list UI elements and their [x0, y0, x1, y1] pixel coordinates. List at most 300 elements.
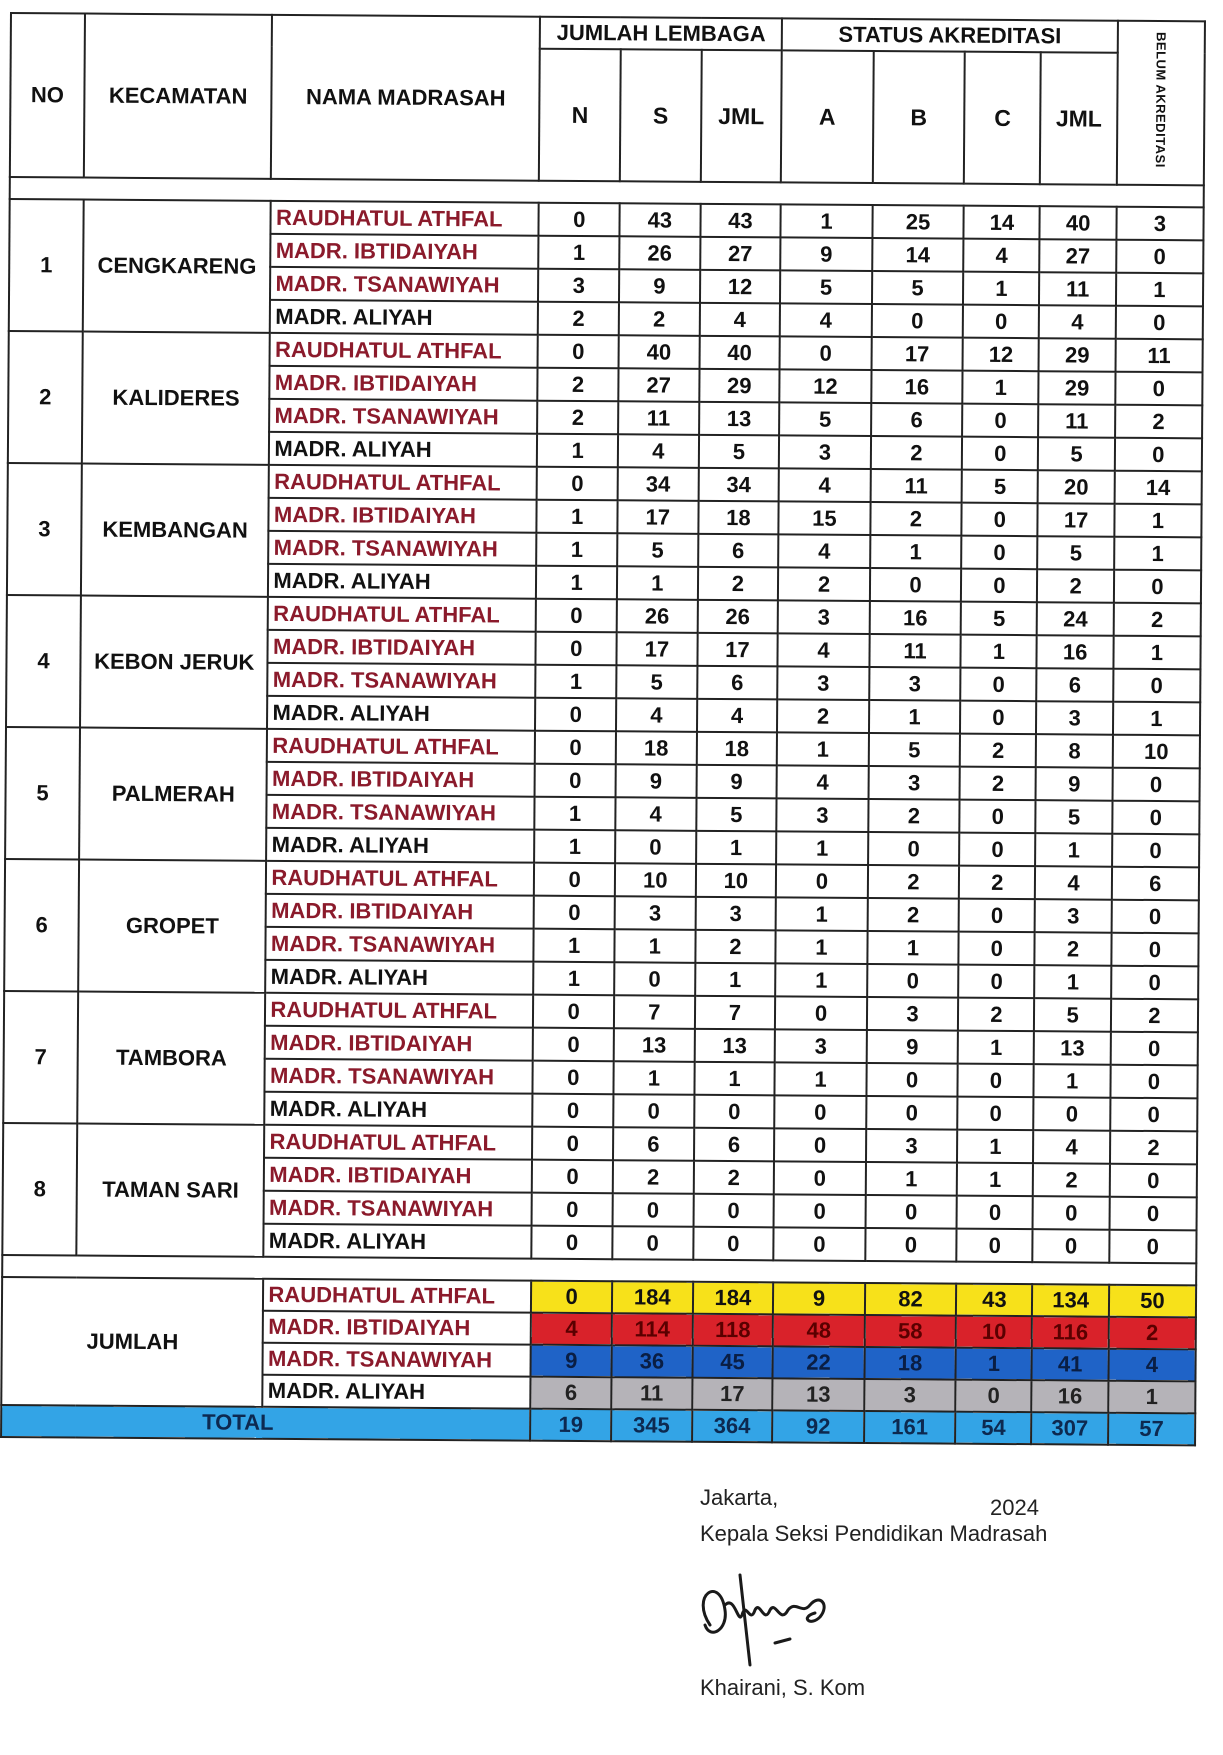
value-belum-akreditasi: 0: [1109, 1197, 1196, 1231]
header-belum-akreditasi: [1117, 21, 1205, 186]
district-no: 4: [6, 595, 81, 728]
district-row: [4, 991, 1198, 1032]
value-b: 5: [872, 271, 964, 305]
signature-role: Kepala Seksi Pendidikan Madrasah: [700, 1521, 1048, 1546]
value-a: 15: [779, 501, 871, 535]
value-a: 12: [780, 369, 872, 403]
value-belum-akreditasi: 0: [1110, 1065, 1197, 1099]
summary-value-n: 4: [531, 1313, 612, 1346]
summary-value-n: 9: [531, 1345, 612, 1378]
value-a: 0: [774, 1128, 866, 1162]
value-s: 13: [614, 1028, 695, 1062]
value-c: 0: [963, 305, 1039, 339]
value-belum-akreditasi: 0: [1112, 768, 1199, 802]
madrasah-type: RAUDHATUL ATHFAL: [267, 729, 535, 764]
madrasah-table-sheet: [0, 12, 1206, 1530]
value-jml-akreditasi: 2: [1037, 569, 1114, 603]
district-no: 5: [5, 727, 80, 860]
summary-value-c: 10: [956, 1316, 1032, 1349]
madrasah-type: MADR. IBTIDAIYAH: [267, 762, 535, 797]
value-jml-lembaga: 13: [694, 1029, 775, 1063]
header-col-s: S: [620, 49, 702, 182]
value-b: 3: [868, 766, 960, 800]
value-s: 1: [613, 1061, 694, 1095]
value-c: 4: [963, 239, 1039, 273]
value-n: 1: [535, 797, 616, 831]
value-belum-akreditasi: 0: [1111, 933, 1198, 967]
value-jml-akreditasi: 11: [1039, 404, 1116, 438]
value-jml-akreditasi: 11: [1039, 272, 1116, 306]
value-s: 40: [619, 335, 700, 369]
value-s: 0: [614, 962, 695, 996]
value-n: 1: [537, 533, 618, 567]
value-belum-akreditasi: 0: [1112, 801, 1199, 835]
value-s: 0: [613, 1094, 694, 1128]
value-jml-akreditasi: 27: [1040, 239, 1117, 273]
value-a: 5: [780, 270, 872, 304]
summary-madrasah-type: MADR. TSANAWIYAH: [263, 1343, 531, 1377]
value-n: 0: [533, 995, 614, 1029]
value-s: 34: [618, 467, 699, 501]
madrasah-type: MADR. TSANAWIYAH: [264, 1191, 532, 1226]
value-a: 0: [776, 864, 868, 898]
value-b: 2: [870, 502, 962, 536]
value-jml-lembaga: 6: [698, 534, 779, 568]
summary-value-b: 3: [864, 1379, 956, 1412]
value-belum-akreditasi: 0: [1109, 1230, 1196, 1264]
value-belum-akreditasi: 1: [1116, 273, 1203, 307]
madrasah-type: MADR. ALIYAH: [268, 564, 536, 599]
value-belum-akreditasi: 1: [1114, 537, 1201, 571]
value-jml-lembaga: 40: [699, 336, 780, 370]
value-n: 1: [536, 665, 617, 699]
value-jml-akreditasi: 20: [1038, 470, 1115, 504]
value-a: 1: [776, 831, 868, 865]
value-jml-lembaga: 43: [700, 204, 781, 238]
value-s: 43: [619, 203, 700, 237]
madrasah-type: MADR. ALIYAH: [267, 696, 535, 731]
value-s: 9: [616, 764, 697, 798]
value-b: 3: [869, 667, 961, 701]
district-no: 7: [3, 991, 78, 1124]
value-belum-akreditasi: 0: [1116, 240, 1203, 274]
header-col-b: B: [873, 51, 965, 184]
value-belum-akreditasi: 1: [1114, 504, 1201, 538]
summary-value-b: 18: [864, 1347, 956, 1380]
summary-value-jml-akreditasi: 116: [1032, 1316, 1109, 1349]
value-jml-akreditasi: 29: [1039, 371, 1116, 405]
signature-block: [700, 1485, 1120, 1745]
madrasah-type: MADR. TSANAWIYAH: [270, 267, 538, 302]
value-c: 1: [963, 371, 1039, 405]
value-jml-lembaga: 12: [700, 270, 781, 304]
summary-value-jml-akreditasi: 41: [1032, 1348, 1109, 1381]
value-jml-akreditasi: 16: [1037, 635, 1114, 669]
value-jml-akreditasi: 0: [1034, 1097, 1111, 1131]
district-name: KEMBANGAN: [81, 464, 269, 597]
value-n: 0: [536, 599, 617, 633]
value-n: 1: [534, 962, 615, 996]
value-n: 0: [533, 1094, 614, 1128]
summary-madrasah-type: MADR. ALIYAH: [263, 1375, 531, 1409]
value-belum-akreditasi: 0: [1113, 669, 1200, 703]
value-a: 4: [778, 534, 870, 568]
district-row: [8, 463, 1202, 504]
district-no: 6: [4, 859, 79, 992]
value-n: 1: [537, 500, 618, 534]
total-value-jml-lembaga: 364: [692, 1410, 773, 1443]
value-jml-akreditasi: 5: [1036, 800, 1113, 834]
value-belum-akreditasi: 0: [1111, 966, 1198, 1000]
value-belum-akreditasi: 6: [1112, 867, 1199, 901]
madrasah-type: MADR. ALIYAH: [269, 432, 537, 467]
value-s: 0: [615, 830, 696, 864]
value-belum-akreditasi: 2: [1110, 1131, 1197, 1165]
madrasah-type: MADR. ALIYAH: [265, 1092, 533, 1127]
madrasah-type: MADR. TSANAWIYAH: [265, 1059, 533, 1094]
value-belum-akreditasi: 0: [1111, 900, 1198, 934]
value-jml-lembaga: 34: [698, 468, 779, 502]
value-n: 2: [538, 368, 619, 402]
madrasah-type: MADR. TSANAWIYAH: [268, 663, 536, 698]
value-belum-akreditasi: 14: [1114, 471, 1201, 505]
value-belum-akreditasi: 2: [1111, 999, 1198, 1033]
value-b: 6: [871, 403, 963, 437]
value-jml-lembaga: 6: [697, 666, 778, 700]
value-s: 1: [614, 929, 695, 963]
value-b: 2: [868, 799, 960, 833]
value-n: 0: [532, 1127, 613, 1161]
summary-value-belum-akreditasi: 1: [1108, 1381, 1195, 1414]
summary-value-a: 48: [773, 1314, 865, 1347]
madrasah-type: MADR. TSANAWIYAH: [266, 927, 534, 962]
total-value-n: 19: [530, 1409, 611, 1442]
value-n: 1: [536, 566, 617, 600]
value-c: 5: [962, 470, 1038, 504]
header-kecamatan: KECAMATAN: [84, 14, 272, 179]
district-row: [3, 1123, 1197, 1164]
value-jml-akreditasi: 6: [1037, 668, 1114, 702]
summary-value-b: 82: [865, 1283, 957, 1316]
value-a: 3: [775, 1029, 867, 1063]
value-s: 4: [618, 434, 699, 468]
value-belum-akreditasi: 0: [1115, 372, 1202, 406]
district-no: 1: [9, 199, 84, 332]
value-n: 0: [538, 335, 619, 369]
header-no: NO: [10, 13, 85, 178]
value-s: 2: [613, 1160, 694, 1194]
district-row: [5, 859, 1199, 900]
summary-value-belum-akreditasi: 50: [1109, 1285, 1196, 1318]
value-b: 1: [870, 535, 962, 569]
madrasah-type: RAUDHATUL ATHFAL: [270, 333, 538, 368]
value-s: 2: [619, 302, 700, 336]
madrasah-type: RAUDHATUL ATHFAL: [269, 465, 537, 500]
value-c: 5: [961, 602, 1037, 636]
value-n: 2: [538, 302, 619, 336]
value-s: 4: [616, 698, 697, 732]
value-b: 1: [869, 700, 961, 734]
value-jml-akreditasi: 13: [1034, 1031, 1111, 1065]
value-jml-akreditasi: 5: [1034, 998, 1111, 1032]
value-n: 0: [534, 863, 615, 897]
value-jml-akreditasi: 24: [1037, 602, 1114, 636]
value-jml-akreditasi: 29: [1039, 338, 1116, 372]
summary-value-c: 1: [956, 1348, 1032, 1381]
value-jml-lembaga: 10: [695, 864, 776, 898]
value-jml-akreditasi: 4: [1033, 1130, 1110, 1164]
value-a: 1: [775, 963, 867, 997]
value-s: 26: [617, 599, 698, 633]
value-n: 1: [539, 236, 620, 270]
value-b: 11: [870, 469, 962, 503]
value-belum-akreditasi: 0: [1116, 306, 1203, 340]
summary-label: JUMLAH: [1, 1277, 263, 1407]
summary-madrasah-type: MADR. IBTIDAIYAH: [263, 1311, 531, 1345]
value-a: 4: [777, 765, 869, 799]
summary-value-belum-akreditasi: 4: [1108, 1349, 1195, 1382]
summary-value-jml-akreditasi: 16: [1032, 1380, 1109, 1413]
value-a: 1: [781, 204, 873, 238]
value-n: 0: [537, 467, 618, 501]
value-belum-akreditasi: 0: [1110, 1032, 1197, 1066]
summary-value-jml-akreditasi: 134: [1032, 1284, 1109, 1317]
value-c: 0: [957, 1196, 1033, 1230]
value-jml-lembaga: 0: [694, 1095, 775, 1129]
value-n: 2: [537, 401, 618, 435]
value-belum-akreditasi: 0: [1114, 570, 1201, 604]
value-belum-akreditasi: 0: [1110, 1164, 1197, 1198]
value-n: 0: [534, 896, 615, 930]
district-no: 2: [8, 331, 83, 464]
district-name: PALMERAH: [79, 728, 267, 861]
value-jml-akreditasi: 0: [1033, 1229, 1110, 1263]
value-c: 0: [962, 404, 1038, 438]
value-b: 2: [868, 865, 960, 899]
value-jml-akreditasi: 1: [1036, 833, 1113, 867]
summary-value-b: 58: [864, 1315, 956, 1348]
value-belum-akreditasi: 0: [1112, 834, 1199, 868]
value-n: 0: [535, 731, 616, 765]
value-s: 1: [617, 566, 698, 600]
header-status-akreditasi: STATUS AKREDITASI: [782, 18, 1118, 52]
value-c: 0: [960, 701, 1036, 735]
value-jml-akreditasi: 17: [1038, 503, 1115, 537]
total-value-c: 54: [955, 1412, 1031, 1445]
value-n: 0: [533, 1061, 614, 1095]
summary-value-jml-lembaga: 184: [693, 1282, 774, 1315]
value-n: 1: [534, 929, 615, 963]
header-col-jml-lembaga: JML: [700, 50, 782, 183]
value-c: 1: [957, 1130, 1033, 1164]
district-name: TAMBORA: [77, 992, 265, 1125]
madrasah-type: MADR. IBTIDAIYAH: [270, 366, 538, 401]
value-s: 26: [619, 236, 700, 270]
value-jml-akreditasi: 2: [1033, 1163, 1110, 1197]
value-b: 5: [868, 733, 960, 767]
value-b: 0: [867, 964, 959, 998]
district-name: TAMAN SARI: [76, 1123, 264, 1256]
madrasah-type: MADR. IBTIDAIYAH: [265, 1026, 533, 1061]
madrasah-type: MADR. ALIYAH: [267, 828, 535, 863]
summary-value-s: 184: [612, 1281, 693, 1314]
value-b: 17: [871, 337, 963, 371]
summary-value-a: 13: [772, 1378, 864, 1411]
value-n: 0: [532, 1226, 613, 1260]
value-a: 5: [779, 402, 871, 436]
value-c: 1: [957, 1163, 1033, 1197]
madrasah-type: MADR. ALIYAH: [270, 300, 538, 335]
value-belum-akreditasi: 2: [1115, 405, 1202, 439]
madrasah-type: MADR. IBTIDAIYAH: [266, 894, 534, 929]
value-c: 0: [959, 833, 1035, 867]
summary-rows: [1, 1277, 1196, 1445]
value-n: 3: [538, 269, 619, 303]
value-jml-lembaga: 2: [695, 930, 776, 964]
value-s: 3: [615, 896, 696, 930]
total-label: TOTAL: [1, 1405, 531, 1441]
value-n: 1: [534, 830, 615, 864]
summary-value-s: 114: [612, 1313, 693, 1346]
value-jml-lembaga: 13: [699, 402, 780, 436]
header-col-n: N: [539, 49, 621, 182]
value-jml-lembaga: 17: [697, 633, 778, 667]
value-jml-akreditasi: 2: [1035, 932, 1112, 966]
value-b: 14: [872, 238, 964, 272]
value-s: 0: [613, 1193, 694, 1227]
district-row: [6, 727, 1200, 768]
value-s: 9: [619, 269, 700, 303]
value-a: 1: [776, 930, 868, 964]
total-value-a: 92: [772, 1410, 864, 1443]
signature-year: 2024: [990, 1495, 1039, 1520]
value-jml-akreditasi: 5: [1038, 536, 1115, 570]
value-n: 0: [532, 1193, 613, 1227]
madrasah-type: RAUDHATUL ATHFAL: [265, 993, 533, 1028]
value-c: 1: [958, 1031, 1034, 1065]
value-jml-lembaga: 6: [694, 1128, 775, 1162]
value-jml-lembaga: 0: [693, 1194, 774, 1228]
value-jml-lembaga: 4: [699, 303, 780, 337]
value-jml-lembaga: 18: [696, 732, 777, 766]
value-b: 2: [871, 436, 963, 470]
value-c: 0: [958, 965, 1034, 999]
value-s: 17: [617, 500, 698, 534]
value-s: 6: [613, 1127, 694, 1161]
value-jml-akreditasi: 5: [1038, 437, 1115, 471]
value-b: 0: [865, 1195, 957, 1229]
value-b: 25: [872, 205, 964, 239]
value-belum-akreditasi: 3: [1116, 207, 1203, 241]
value-a: 0: [774, 1161, 866, 1195]
value-n: 0: [535, 764, 616, 798]
value-c: 1: [963, 272, 1039, 306]
district-rows: [2, 199, 1203, 1263]
value-a: 2: [777, 699, 869, 733]
value-jml-lembaga: 18: [698, 501, 779, 535]
district-row: [9, 199, 1203, 240]
total-value-jml-akreditasi: 307: [1032, 1412, 1109, 1445]
value-a: 9: [780, 237, 872, 271]
summary-madrasah-type: RAUDHATUL ATHFAL: [263, 1279, 531, 1313]
summary-value-a: 22: [773, 1346, 865, 1379]
value-jml-akreditasi: 4: [1035, 866, 1112, 900]
madrasah-accreditation-table: [0, 12, 1206, 1446]
value-n: 0: [533, 1028, 614, 1062]
value-b: 0: [866, 1096, 958, 1130]
value-c: 0: [959, 899, 1035, 933]
value-c: 2: [960, 767, 1036, 801]
summary-value-jml-lembaga: 118: [692, 1314, 773, 1347]
summary-value-a: 9: [773, 1282, 865, 1315]
value-jml-lembaga: 5: [696, 798, 777, 832]
value-n: 0: [532, 1160, 613, 1194]
value-c: 0: [960, 800, 1036, 834]
value-jml-akreditasi: 4: [1039, 305, 1116, 339]
value-a: 1: [776, 897, 868, 931]
district-name: KALIDERES: [82, 332, 270, 465]
value-belum-akreditasi: 1: [1113, 636, 1200, 670]
district-no: 8: [2, 1123, 77, 1256]
value-a: 0: [774, 1227, 866, 1261]
value-s: 10: [615, 863, 696, 897]
value-s: 17: [616, 632, 697, 666]
value-jml-lembaga: 1: [696, 831, 777, 865]
madrasah-type: RAUDHATUL ATHFAL: [271, 201, 539, 236]
signature-name: Khairani, S. Kom: [700, 1675, 866, 1700]
madrasah-type: RAUDHATUL ATHFAL: [264, 1125, 532, 1160]
value-belum-akreditasi: 2: [1113, 603, 1200, 637]
value-n: 0: [539, 203, 620, 237]
value-c: 2: [960, 734, 1036, 768]
value-jml-lembaga: 5: [698, 435, 779, 469]
madrasah-type: MADR. IBTIDAIYAH: [268, 630, 536, 665]
header-col-c: C: [964, 52, 1041, 185]
value-b: 3: [866, 1129, 958, 1163]
summary-value-jml-lembaga: 17: [692, 1378, 773, 1411]
madrasah-type: MADR. TSANAWIYAH: [269, 399, 537, 434]
value-n: 0: [535, 698, 616, 732]
madrasah-type: MADR. ALIYAH: [264, 1224, 532, 1259]
value-b: 0: [868, 832, 960, 866]
value-c: 0: [962, 437, 1038, 471]
total-value-belum-akreditasi: 57: [1108, 1413, 1195, 1446]
total-value-s: 345: [611, 1409, 692, 1442]
value-b: 0: [871, 304, 963, 338]
value-s: 5: [616, 665, 697, 699]
value-b: 1: [867, 931, 959, 965]
value-jml-lembaga: 3: [695, 897, 776, 931]
summary-value-belum-akreditasi: 2: [1108, 1317, 1195, 1350]
value-jml-lembaga: 0: [693, 1227, 774, 1261]
value-a: 4: [778, 633, 870, 667]
value-b: 16: [871, 370, 963, 404]
header-col-jml-akreditasi: JML: [1040, 52, 1117, 185]
madrasah-type: RAUDHATUL ATHFAL: [268, 597, 536, 632]
value-s: 11: [618, 401, 699, 435]
value-a: 0: [774, 1095, 866, 1129]
handwritten-signature: [680, 1555, 880, 1675]
header-nama-madrasah: NAMA MADRASAH: [271, 15, 540, 181]
value-n: 0: [536, 632, 617, 666]
value-jml-lembaga: 2: [698, 567, 779, 601]
value-jml-lembaga: 26: [697, 600, 778, 634]
value-b: 0: [865, 1228, 957, 1262]
value-c: 0: [960, 668, 1036, 702]
value-jml-lembaga: 2: [693, 1161, 774, 1195]
value-b: 9: [866, 1030, 958, 1064]
value-c: 0: [961, 536, 1037, 570]
